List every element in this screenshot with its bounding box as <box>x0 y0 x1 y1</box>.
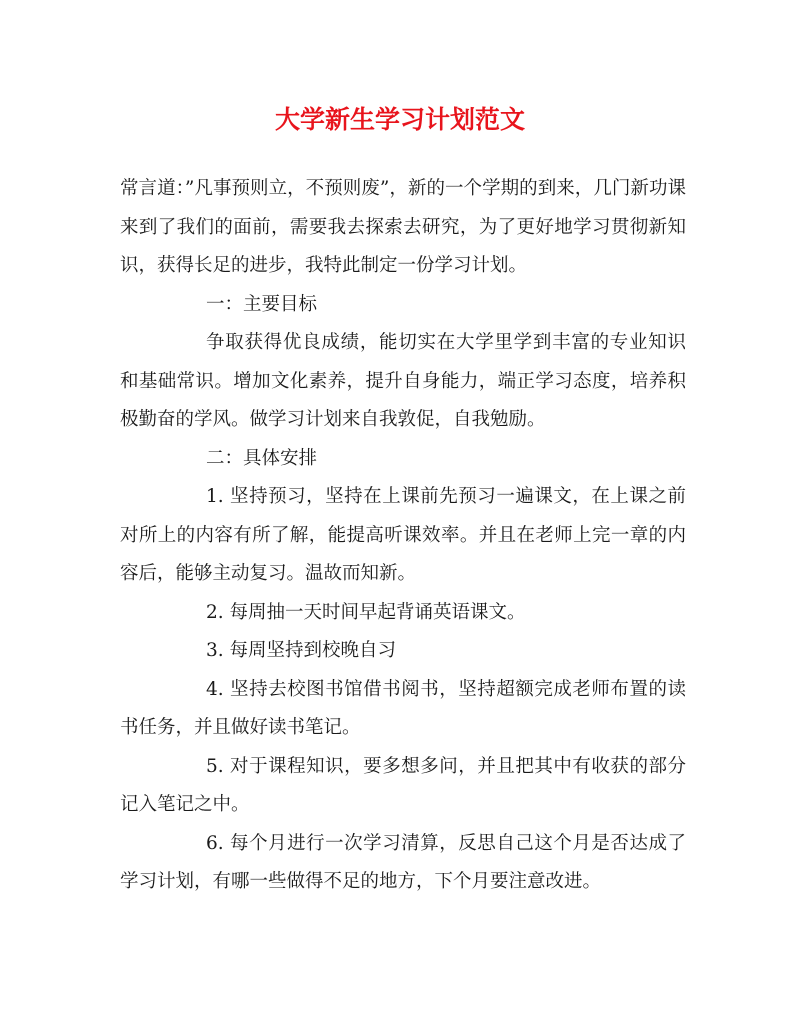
intro-paragraph: 常言道：”凡事预则立，不预则废”，新的一个学期的到来，几门新功课来到了我们的面前，需要我去探索去研究，为了更好地学习贯彻新知识，获得长足的进步，我特此制定一份学习计划。 <box>120 178 686 276</box>
plan-item-5: 5. 对于课程知识，要多想多问，并且把其中有收获的部分记入笔记之中。 <box>120 755 686 815</box>
plan-item-1: 1. 坚持预习，坚持在上课前先预习一遍课文，在上课之前对所上的内容有所了解，能提高听课效率。并且在老师上完一章的内容后，能够主动复习。温故而知新。 <box>120 486 686 584</box>
plan-item-6: 6. 每个月进行一次学习清算，反思自己这个月是否达成了学习计划，有哪一些做得不足的地方，下个月要注意改进。 <box>120 832 686 892</box>
plan-item-2: 2. 每周抽一天时间早起背诵英语课文。 <box>206 601 526 623</box>
plan-item-4: 4. 坚持去校图书馆借书阅书，坚持超额完成老师布置的读书任务，并且做好读书笔记。 <box>120 678 686 738</box>
goals-paragraph: 争取获得优良成绩，能切实在大学里学到丰富的专业知识和基础常识。增加文化素养，提升自身能力，端正学习态度，培养积极勤奋的学风。做学习计划来自我敦促，自我勉励。 <box>120 332 686 430</box>
document-title: 大学新生学习计划范文 <box>274 105 525 134</box>
plan-item-3: 3. 每周坚持到校晚自习 <box>206 640 397 661</box>
document-body <box>120 170 686 902</box>
section-heading-goals: 一：主要目标 <box>206 293 318 315</box>
section-heading-arrangements: 二：具体安排 <box>206 447 318 469</box>
